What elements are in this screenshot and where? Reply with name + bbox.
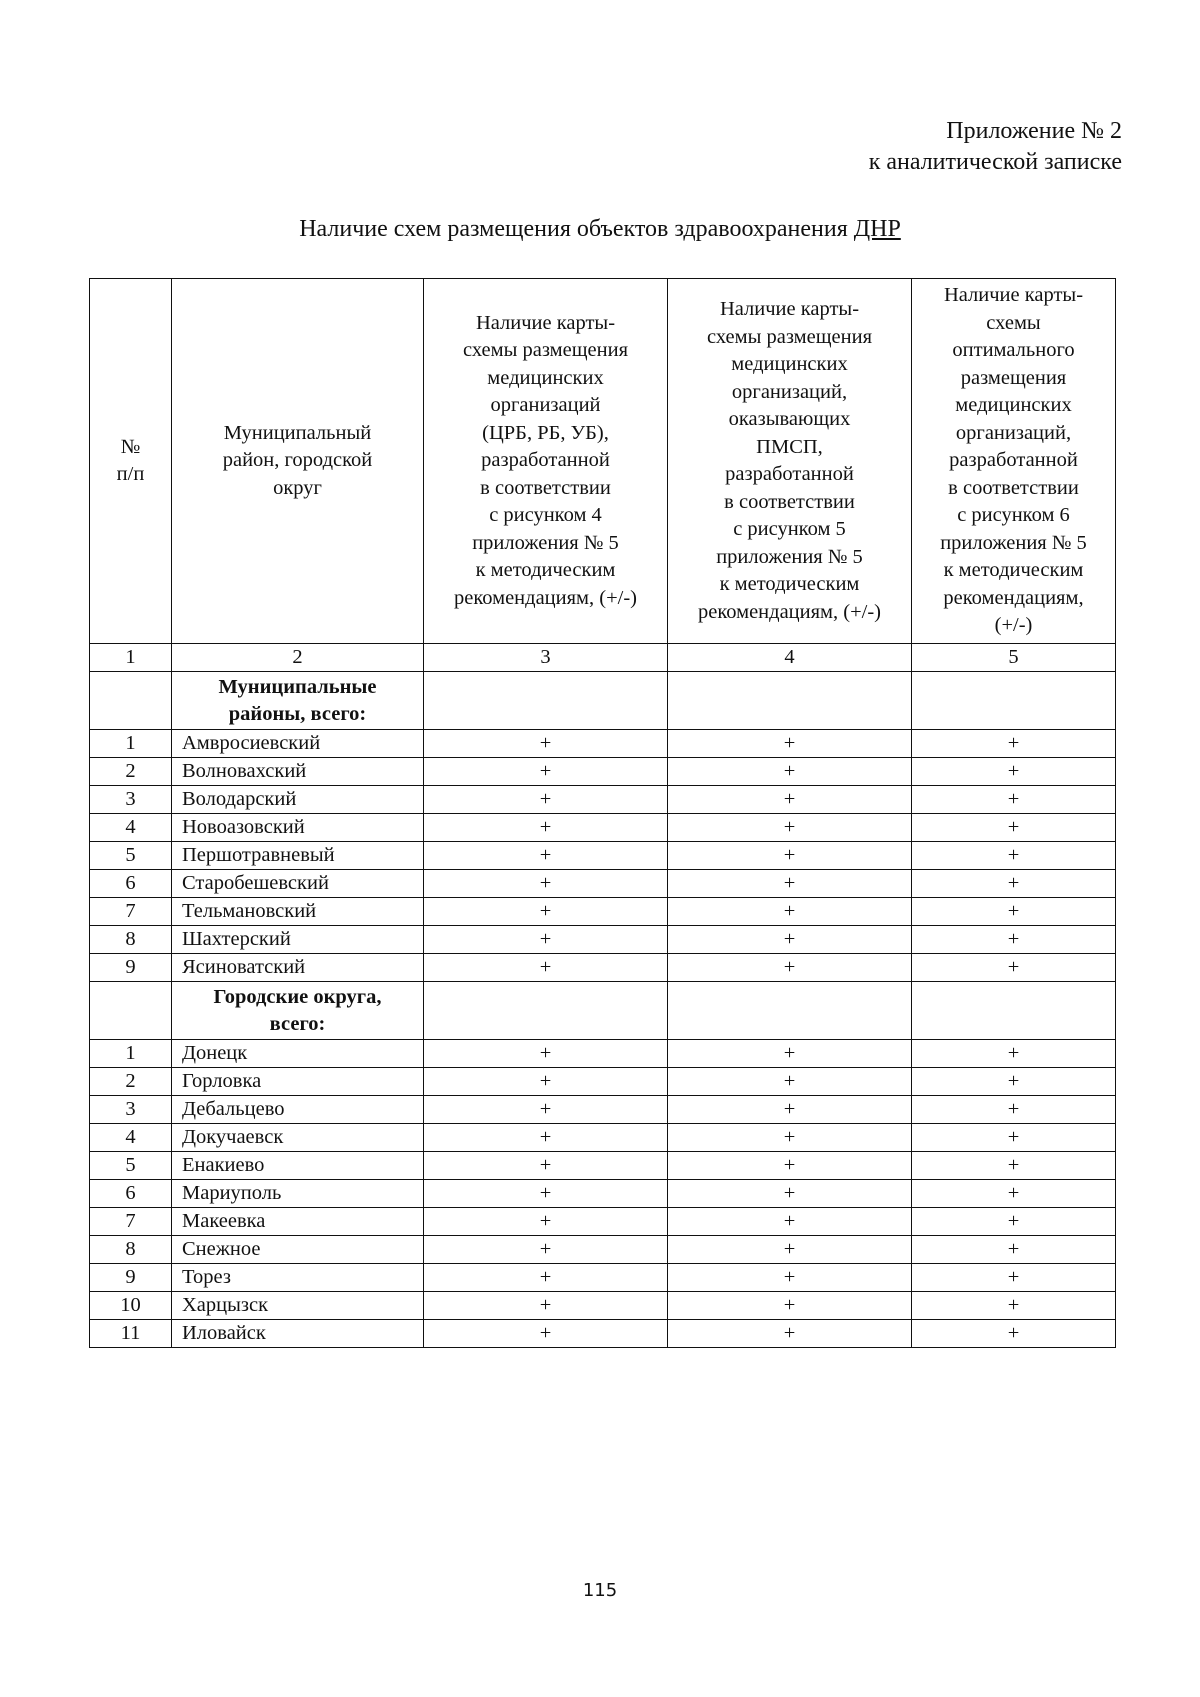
map-crb-mark-cell: + <box>424 870 668 898</box>
map-crb-mark-cell: + <box>424 1180 668 1208</box>
map-optimal-mark-cell: + <box>912 1124 1116 1152</box>
table-row <box>90 1124 1116 1152</box>
column-number-cell: 1 <box>90 644 172 672</box>
section-empty-cell <box>90 672 172 730</box>
map-optimal-mark-cell: + <box>912 1040 1116 1068</box>
map-optimal-mark-cell: + <box>912 1208 1116 1236</box>
district-name-cell: Торез <box>172 1264 424 1292</box>
header-cell-map-pmsp: Наличие карты- схемы размещения медицинских организаций, оказывающих ПМСП, разработанной в соответствии с рисунком 5 приложения № 5 к методическим рекомендациям, (+/-) <box>668 279 912 644</box>
map-optimal-mark-cell: + <box>912 926 1116 954</box>
section-empty-cell <box>668 982 912 1040</box>
map-crb-mark-cell: + <box>424 1124 668 1152</box>
row-number-cell: 5 <box>90 1152 172 1180</box>
section-empty-cell <box>424 672 668 730</box>
map-optimal-mark-cell: + <box>912 1236 1116 1264</box>
map-optimal-mark-cell: + <box>912 1096 1116 1124</box>
row-number-cell: 1 <box>90 730 172 758</box>
map-crb-mark-cell: + <box>424 1096 668 1124</box>
row-number-cell: 11 <box>90 1320 172 1348</box>
header-cell-number: № п/п <box>90 279 172 644</box>
appendix-note <box>869 116 1122 178</box>
map-pmsp-mark-cell: + <box>668 842 912 870</box>
table-row <box>90 1208 1116 1236</box>
district-name-cell: Володарский <box>172 786 424 814</box>
column-number-cell: 5 <box>912 644 1116 672</box>
map-pmsp-mark-cell: + <box>668 954 912 982</box>
district-name-cell: Шахтерский <box>172 926 424 954</box>
table-row <box>90 730 1116 758</box>
map-crb-mark-cell: + <box>424 898 668 926</box>
row-number-cell: 6 <box>90 870 172 898</box>
map-optimal-mark-cell: + <box>912 814 1116 842</box>
document-title-main: Наличие схем размещения объектов здравоохранения <box>299 216 854 242</box>
map-optimal-mark-cell: + <box>912 842 1116 870</box>
district-name-cell: Мариуполь <box>172 1180 424 1208</box>
row-number-cell: 5 <box>90 842 172 870</box>
table-row <box>90 814 1116 842</box>
document-title-underlined: ДНР <box>853 216 901 242</box>
table-row <box>90 954 1116 982</box>
section-label: Городские округа, всего: <box>172 982 424 1040</box>
map-crb-mark-cell: + <box>424 1208 668 1236</box>
table-row <box>90 1068 1116 1096</box>
map-optimal-mark-cell: + <box>912 1068 1116 1096</box>
table-row <box>90 758 1116 786</box>
district-name-cell: Новоазовский <box>172 814 424 842</box>
row-number-cell: 7 <box>90 1208 172 1236</box>
map-optimal-mark-cell: + <box>912 898 1116 926</box>
map-crb-mark-cell: + <box>424 1152 668 1180</box>
table-row <box>90 1292 1116 1320</box>
map-pmsp-mark-cell: + <box>668 1180 912 1208</box>
map-optimal-mark-cell: + <box>912 1152 1116 1180</box>
map-crb-mark-cell: + <box>424 1320 668 1348</box>
table-row <box>90 1040 1116 1068</box>
table-row <box>90 786 1116 814</box>
map-crb-mark-cell: + <box>424 1236 668 1264</box>
row-number-cell: 9 <box>90 1264 172 1292</box>
map-optimal-mark-cell: + <box>912 1320 1116 1348</box>
map-optimal-mark-cell: + <box>912 1264 1116 1292</box>
header-cell-district: Муниципальный район, городской округ <box>172 279 424 644</box>
table-row <box>90 842 1116 870</box>
column-number-row <box>90 644 1116 672</box>
map-crb-mark-cell: + <box>424 1292 668 1320</box>
row-number-cell: 4 <box>90 814 172 842</box>
row-number-cell: 10 <box>90 1292 172 1320</box>
map-crb-mark-cell: + <box>424 758 668 786</box>
row-number-cell: 1 <box>90 1040 172 1068</box>
facility-schemes-table <box>89 278 1116 1348</box>
district-name-cell: Снежное <box>172 1236 424 1264</box>
district-name-cell: Харцызск <box>172 1292 424 1320</box>
row-number-cell: 6 <box>90 1180 172 1208</box>
map-pmsp-mark-cell: + <box>668 1068 912 1096</box>
district-name-cell: Донецк <box>172 1040 424 1068</box>
table-row <box>90 1096 1116 1124</box>
map-crb-mark-cell: + <box>424 954 668 982</box>
row-number-cell: 2 <box>90 1068 172 1096</box>
row-number-cell: 4 <box>90 1124 172 1152</box>
map-pmsp-mark-cell: + <box>668 1208 912 1236</box>
map-pmsp-mark-cell: + <box>668 1096 912 1124</box>
district-name-cell: Волновахский <box>172 758 424 786</box>
district-name-cell: Амвросиевский <box>172 730 424 758</box>
map-pmsp-mark-cell: + <box>668 1040 912 1068</box>
map-crb-mark-cell: + <box>424 1264 668 1292</box>
district-name-cell: Иловайск <box>172 1320 424 1348</box>
map-crb-mark-cell: + <box>424 1040 668 1068</box>
map-crb-mark-cell: + <box>424 730 668 758</box>
table-header-row <box>90 279 1116 644</box>
map-crb-mark-cell: + <box>424 842 668 870</box>
map-pmsp-mark-cell: + <box>668 758 912 786</box>
appendix-line-2: к аналитической записке <box>868 149 1122 175</box>
district-name-cell: Тельмановский <box>172 898 424 926</box>
district-name-cell: Ясиноватский <box>172 954 424 982</box>
map-optimal-mark-cell: + <box>912 758 1116 786</box>
header-cell-map-optimal: Наличие карты- схемы оптимального размещения медицинских организаций, разработанной в соответствии с рисунком 6 приложения № 5 к методическим рекомендациям, (+/-) <box>912 279 1116 644</box>
document-title <box>0 214 1200 244</box>
table-row <box>90 926 1116 954</box>
column-number-cell: 4 <box>668 644 912 672</box>
row-number-cell: 8 <box>90 1236 172 1264</box>
row-number-cell: 3 <box>90 1096 172 1124</box>
map-pmsp-mark-cell: + <box>668 786 912 814</box>
table-row <box>90 870 1116 898</box>
table-row <box>90 1152 1116 1180</box>
map-pmsp-mark-cell: + <box>668 1264 912 1292</box>
district-name-cell: Горловка <box>172 1068 424 1096</box>
map-optimal-mark-cell: + <box>912 1292 1116 1320</box>
district-name-cell: Старобешевский <box>172 870 424 898</box>
section-empty-cell <box>424 982 668 1040</box>
table-row <box>90 1236 1116 1264</box>
map-crb-mark-cell: + <box>424 1068 668 1096</box>
section-header-row <box>90 672 1116 730</box>
table-row <box>90 1264 1116 1292</box>
section-label: Муниципальные районы, всего: <box>172 672 424 730</box>
map-crb-mark-cell: + <box>424 926 668 954</box>
section-empty-cell <box>912 982 1116 1040</box>
row-number-cell: 9 <box>90 954 172 982</box>
page-number: 115 <box>582 1580 618 1601</box>
map-pmsp-mark-cell: + <box>668 1320 912 1348</box>
column-number-cell: 3 <box>424 644 668 672</box>
map-optimal-mark-cell: + <box>912 870 1116 898</box>
map-crb-mark-cell: + <box>424 786 668 814</box>
district-name-cell: Макеевка <box>172 1208 424 1236</box>
table-row <box>90 1320 1116 1348</box>
map-optimal-mark-cell: + <box>912 730 1116 758</box>
row-number-cell: 7 <box>90 898 172 926</box>
section-empty-cell <box>90 982 172 1040</box>
map-pmsp-mark-cell: + <box>668 926 912 954</box>
section-header-row <box>90 982 1116 1040</box>
column-number-cell: 2 <box>172 644 424 672</box>
district-name-cell: Енакиево <box>172 1152 424 1180</box>
row-number-cell: 8 <box>90 926 172 954</box>
district-name-cell: Дебальцево <box>172 1096 424 1124</box>
map-optimal-mark-cell: + <box>912 1180 1116 1208</box>
map-optimal-mark-cell: + <box>912 786 1116 814</box>
map-pmsp-mark-cell: + <box>668 1124 912 1152</box>
section-empty-cell <box>912 672 1116 730</box>
map-crb-mark-cell: + <box>424 814 668 842</box>
map-pmsp-mark-cell: + <box>668 898 912 926</box>
district-name-cell: Першотравневый <box>172 842 424 870</box>
map-pmsp-mark-cell: + <box>668 1236 912 1264</box>
appendix-line-1: Приложение № 2 <box>946 118 1122 144</box>
district-name-cell: Докучаевск <box>172 1124 424 1152</box>
row-number-cell: 2 <box>90 758 172 786</box>
table-row <box>90 898 1116 926</box>
map-optimal-mark-cell: + <box>912 954 1116 982</box>
map-pmsp-mark-cell: + <box>668 814 912 842</box>
row-number-cell: 3 <box>90 786 172 814</box>
header-cell-map-crb: Наличие карты- схемы размещения медицинских организаций (ЦРБ, РБ, УБ), разработанной в соответствии с рисунком 4 приложения № 5 к методическим рекомендациям, (+/-) <box>424 279 668 644</box>
map-pmsp-mark-cell: + <box>668 870 912 898</box>
map-pmsp-mark-cell: + <box>668 1152 912 1180</box>
map-pmsp-mark-cell: + <box>668 730 912 758</box>
table-row <box>90 1180 1116 1208</box>
map-pmsp-mark-cell: + <box>668 1292 912 1320</box>
section-empty-cell <box>668 672 912 730</box>
